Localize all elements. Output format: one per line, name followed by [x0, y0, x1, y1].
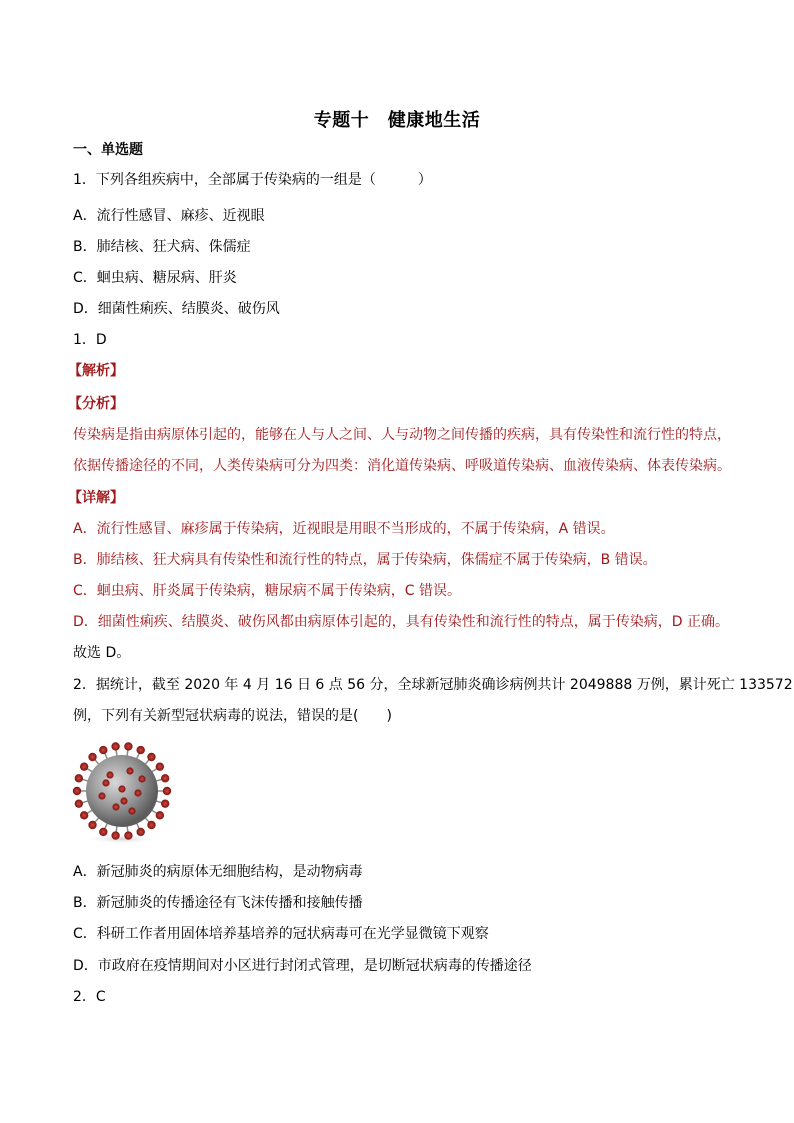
- coronavirus-image: [72, 741, 172, 845]
- page-title: 专题十 健康地生活: [313, 110, 481, 131]
- analysis-line-2: 依据传播途径的不同，人类传染病可分为四类：消化道传染病、呼吸道传染病、血液传染病、体表传染病。: [73, 458, 731, 474]
- question-2-stem-line-2: 例，下列有关新型冠状病毒的说法，错误的是( ): [73, 708, 392, 724]
- question-2-option-b: B．新冠肺炎的传播途径有飞沫传播和接触传播: [73, 895, 363, 911]
- question-2-option-c: C．科研工作者用固体培养基培养的冠状病毒可在光学显微镜下观察: [73, 926, 489, 942]
- detail-c: C．蛔虫病、肝炎属于传染病，糖尿病不属于传染病，C 错误。: [73, 583, 461, 599]
- detail-d: D．细菌性痢疾、结膜炎、破伤风都由病原体引起的，具有传染性和流行性的特点，属于传染病，D 正确。: [73, 614, 730, 630]
- question-2-stem-line-1: 2．据统计，截至 2020 年 4 月 16 日 6 点 56 分，全球新冠肺炎确诊病例共计 2049888 万例，累计死亡 133572: [73, 677, 793, 693]
- conclusion: 故选 D。: [73, 645, 131, 661]
- question-1-stem: 1．下列各组疾病中，全部属于传染病的一组是（ ）: [73, 172, 432, 188]
- question-1-option-c: C．蛔虫病、糖尿病、肝炎: [73, 270, 237, 286]
- analysis-label: 【分析】: [68, 396, 124, 412]
- detail-b: B．肺结核、狂犬病具有传染性和流行性的特点，属于传染病，侏儒症不属于传染病，B 错误。: [73, 552, 657, 568]
- question-1-option-d: D．细菌性痢疾、结膜炎、破伤风: [73, 301, 280, 317]
- section-heading: 一、单选题: [73, 142, 143, 158]
- question-2-option-a: A．新冠肺炎的病原体无细胞结构，是动物病毒: [73, 864, 363, 880]
- details-label: 【详解】: [68, 490, 124, 506]
- question-2-option-d: D．市政府在疫情期间对小区进行封闭式管理，是切断冠状病毒的传播途径: [73, 958, 532, 974]
- analysis-line-1: 传染病是指由病原体引起的，能够在人与人之间、人与动物之间传播的疾病，具有传染性和流行性的特点，: [73, 427, 731, 443]
- question-1-option-b: B．肺结核、狂犬病、侏儒症: [73, 239, 251, 255]
- question-1-option-a: A．流行性感冒、麻疹、近视眼: [73, 208, 265, 224]
- question-1-answer: 1．D: [73, 332, 107, 348]
- detail-a: A．流行性感冒、麻疹属于传染病，近视眼是用眼不当形成的，不属于传染病，A 错误。: [73, 521, 615, 537]
- explanation-label: 【解析】: [68, 363, 124, 379]
- question-2-answer: 2．C: [73, 989, 106, 1005]
